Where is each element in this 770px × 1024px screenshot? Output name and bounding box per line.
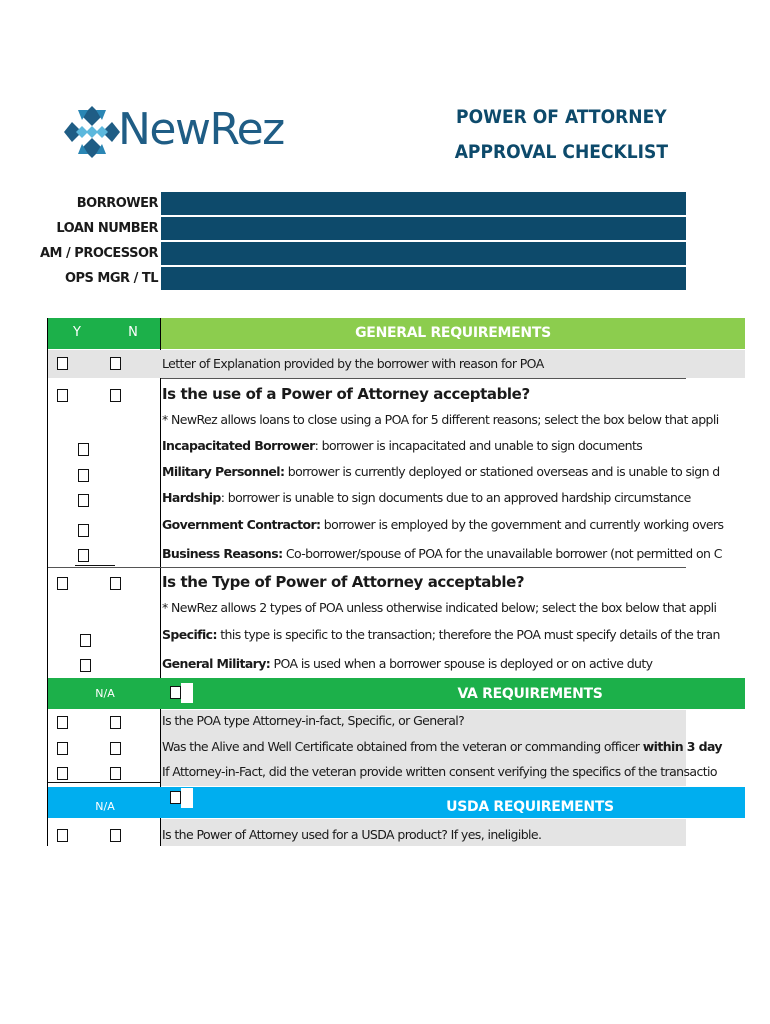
- general-military-checkbox[interactable]: [80, 659, 91, 672]
- usda-na-checkbox-frame: [181, 788, 193, 808]
- poa-type-no-checkbox[interactable]: [110, 577, 121, 590]
- military-checkbox[interactable]: [78, 469, 89, 482]
- option-desc: : borrower is incapacitated and unable to sign documents: [314, 438, 643, 453]
- title-line-2: APPROVAL CHECKLIST: [454, 141, 668, 163]
- am-processor-label: AM / PROCESSOR: [40, 246, 159, 261]
- option-desc: POA is used when a borrower spouse is deployed or on active duty: [270, 656, 653, 671]
- row-divider: [48, 567, 686, 568]
- no-column-label: N: [128, 325, 138, 340]
- option-desc: : borrower is unable to sign documents due to an approved hardship circumstance: [220, 490, 691, 505]
- usda-no-checkbox[interactable]: [110, 829, 121, 842]
- ops-mgr-field[interactable]: [161, 267, 686, 290]
- option-name: General Military:: [162, 656, 271, 671]
- option-desc: this type is specific to the transaction; therefore the POA must specify details of the tran: [216, 627, 720, 642]
- question-emphasis: within 3 day: [642, 739, 722, 754]
- option-desc: Co-borrower/spouse of POA for the unavailable borrower (not permitted on C: [282, 546, 722, 561]
- document-title: [455, 100, 668, 170]
- ops-mgr-label: OPS MGR / TL: [64, 271, 158, 286]
- gov-contractor-option: [162, 512, 724, 538]
- option-name: Government Contractor:: [162, 517, 321, 532]
- option-name: Military Personnel:: [162, 464, 285, 479]
- usda-question: Is the Power of Attorney used for a USDA product? If yes, ineligible.: [162, 827, 542, 842]
- question-text: Was the Alive and Well Certificate obtained from the veteran or commanding officer: [162, 739, 643, 754]
- va-certificate-yes-checkbox[interactable]: [57, 742, 68, 755]
- poa-acceptable-no-checkbox[interactable]: [110, 389, 121, 402]
- usda-yes-checkbox[interactable]: [57, 829, 68, 842]
- option-name: Incapacitated Borrower: [162, 438, 315, 453]
- loan-number-field[interactable]: [161, 217, 686, 240]
- hardship-option: [162, 485, 691, 511]
- va-na-checkbox-frame: [181, 683, 193, 703]
- cell-underline: [75, 565, 115, 566]
- newrez-emblem-icon: [68, 102, 116, 162]
- yes-column-label: Y: [73, 325, 81, 340]
- poa-acceptable-yes-checkbox[interactable]: [57, 389, 68, 402]
- va-type-question: Is the POA type Attorney-in-fact, Specific, or General?: [162, 713, 465, 728]
- option-name: Business Reasons:: [162, 546, 283, 561]
- general-military-option: [162, 651, 686, 677]
- borrower-field[interactable]: [161, 192, 686, 215]
- letter-text: Letter of Explanation provided by the borrower with reason for POA: [162, 356, 544, 371]
- loan-number-label: LOAN NUMBER: [56, 221, 158, 236]
- letter-yes-checkbox[interactable]: [57, 357, 68, 370]
- option-desc: borrower is currently deployed or stationed overseas and is unable to sign d: [284, 464, 720, 479]
- business-reasons-checkbox[interactable]: [78, 549, 89, 562]
- usda-requirements-header: USDA REQUIREMENTS: [446, 799, 614, 815]
- incapacitated-option: [162, 433, 686, 459]
- logo-wordmark: NewRez: [118, 104, 284, 155]
- general-requirements-header: GENERAL REQUIREMENTS: [161, 318, 745, 349]
- option-name: Hardship: [162, 490, 221, 505]
- va-certificate-no-checkbox[interactable]: [110, 742, 121, 755]
- business-reasons-option: [162, 541, 722, 567]
- grid-line-left: [47, 318, 48, 846]
- usda-na-checkbox[interactable]: [170, 791, 181, 804]
- am-processor-field[interactable]: [161, 242, 686, 265]
- va-consent-no-checkbox[interactable]: [110, 767, 121, 780]
- newrez-logo: [68, 100, 298, 162]
- letter-no-checkbox[interactable]: [110, 357, 121, 370]
- title-line-1: POWER OF ATTORNEY: [456, 106, 667, 128]
- usda-na-label: N/A: [95, 800, 115, 813]
- row-divider: [161, 378, 686, 379]
- specific-type-checkbox[interactable]: [80, 634, 91, 647]
- va-certificate-question: [162, 734, 722, 760]
- va-consent-yes-checkbox[interactable]: [57, 767, 68, 780]
- va-na-label: N/A: [95, 687, 115, 700]
- va-requirements-header: VA REQUIREMENTS: [457, 686, 603, 702]
- gov-contractor-checkbox[interactable]: [78, 524, 89, 537]
- cell-underline: [48, 782, 160, 783]
- poa-acceptable-question: Is the use of a Power of Attorney acceptable?: [162, 385, 530, 403]
- va-consent-question: If Attorney-in-Fact, did the veteran provide written consent verifying the specifics of the transactio: [162, 764, 717, 779]
- specific-type-option: [162, 622, 720, 648]
- borrower-label: BORROWER: [76, 196, 158, 211]
- option-name: Specific:: [162, 627, 217, 642]
- poa-types-note: * NewRez allows 2 types of POA unless otherwise indicated below; select the box below that appli: [162, 600, 717, 615]
- incapacitated-checkbox[interactable]: [78, 443, 89, 456]
- poa-reasons-note: * NewRez allows loans to close using a POA for 5 different reasons; select the box below that appli: [162, 412, 719, 427]
- military-option: [162, 459, 720, 485]
- va-type-yes-checkbox[interactable]: [57, 716, 68, 729]
- poa-type-question: Is the Type of Power of Attorney acceptable?: [162, 573, 525, 591]
- va-type-no-checkbox[interactable]: [110, 716, 121, 729]
- poa-type-yes-checkbox[interactable]: [57, 577, 68, 590]
- va-na-checkbox[interactable]: [170, 686, 181, 699]
- hardship-checkbox[interactable]: [78, 494, 89, 507]
- option-desc: borrower is employed by the government and currently working overs: [320, 517, 724, 532]
